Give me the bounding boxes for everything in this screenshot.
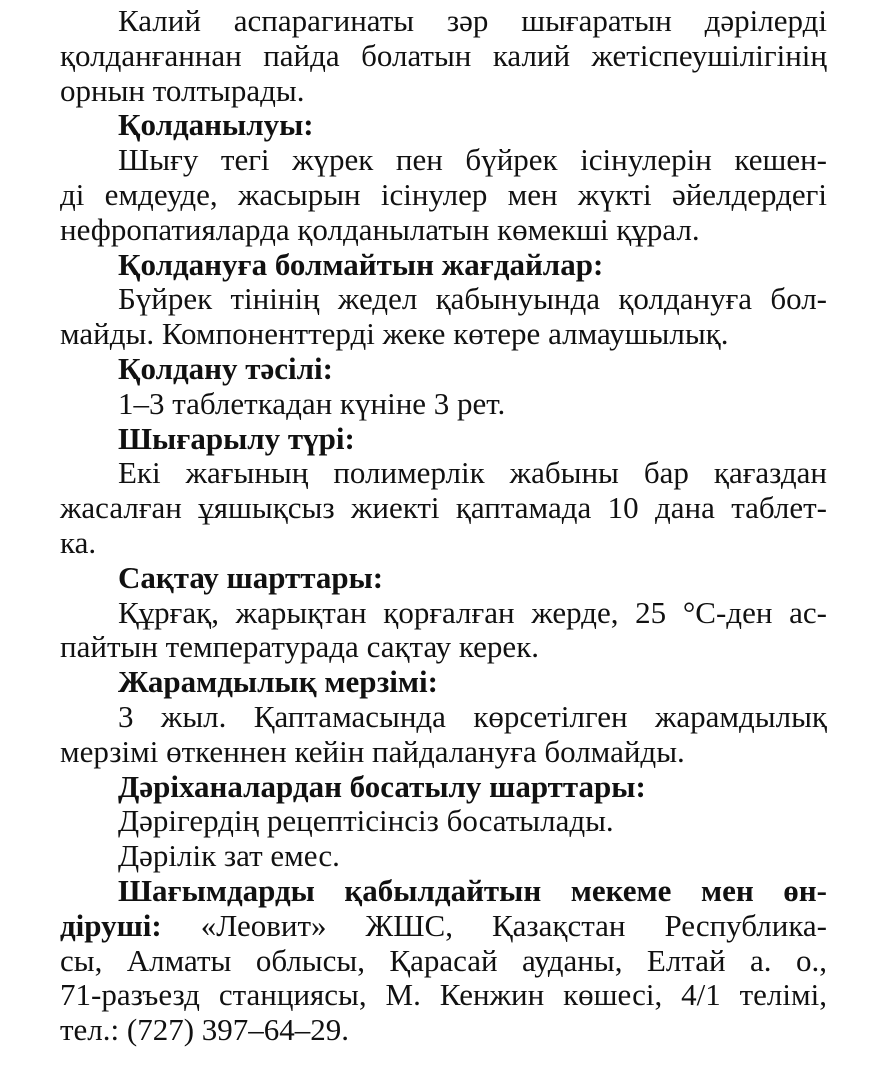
manufacturer-company: «Леовит» ЖШС, Қазақстан Республика- (161, 907, 827, 943)
shelf-life-line-2: мерзімі өткеннен кейін пайдалануға болмайды. (60, 733, 685, 769)
intro-line-1: Калий аспарагинаты зәр шығаратын дәрілерді (118, 3, 827, 38)
storage-line-1: Құрғақ, жарықтан қорғалған жерде, 25 °С-ден ас- (118, 594, 827, 630)
usage-line-1: Шығу тегі жүрек пен бүйрек ісінулерін кешен- (118, 142, 827, 178)
storage-line-2: пайтын температурада сақтау керек. (60, 629, 540, 665)
intro-line-2: қолданғаннан пайда болатын калий жетіспеушілігінің (60, 37, 827, 73)
manufacturer-line-4: 71-разъезд станциясы, М. Кенжин көшесі, 4/1 телімі, (60, 977, 827, 1013)
usage-line-3: нефропатияларда қолданылатын көмекші құрал. (60, 211, 700, 247)
manufacturer-heading-line-1: Шағымдарды қабылдайтын мекеме мен өн- (118, 872, 827, 908)
contraindications-heading: Қолдануға болмайтын жағдайлар: (118, 246, 604, 282)
form-line-3: ка. (60, 524, 97, 560)
form-heading: Шығарылу түрі: (118, 420, 355, 456)
dispensing-line-2: Дәрілік зат емес. (118, 838, 340, 874)
manufacturer-line-3: сы, Алматы облысы, Қарасай ауданы, Елтай а. о., (60, 942, 827, 978)
dispensing-line-1: Дәрігердің рецептісінсіз босатылады. (118, 803, 614, 839)
shelf-life-line-1: 3 жыл. Қаптамасында көрсетілген жарамдылық (118, 698, 827, 734)
usage-line-2: ді емдеуде, жасырын ісінулер мен жүкті әйелдердегі (60, 176, 827, 212)
manufacturer-heading-line-2: діруші: (60, 907, 162, 943)
intro-line-3: орнын толтырады. (60, 72, 305, 108)
contraindications-line-1: Бүйрек тінінің жедел қабынуында қолдануға бол- (118, 281, 827, 317)
dosage-heading: Қолдану тәсілі: (118, 350, 333, 386)
document-page (60, 4, 827, 1048)
usage-heading: Қолданылуы: (118, 107, 314, 143)
manufacturer-line-5: тел.: (727) 397–64–29. (60, 1012, 350, 1048)
storage-heading: Сақтау шарттары: (118, 559, 384, 595)
dosage-line-1: 1–3 таблеткадан күніне 3 рет. (118, 385, 506, 421)
form-line-1: Екі жағының полимерлік жабыны бар қағаздан (118, 455, 827, 491)
shelf-life-heading: Жарамдылық мерзімі: (118, 664, 438, 700)
manufacturer-line-2 (60, 909, 827, 944)
dispensing-heading: Дәріханалардан босатылу шарттары: (118, 768, 646, 804)
form-line-2: жасалған ұяшықсыз жиекті қаптамада 10 дана таблет- (60, 490, 827, 526)
contraindications-line-2: майды. Компоненттерді жеке көтере алмаушылық. (60, 316, 729, 352)
